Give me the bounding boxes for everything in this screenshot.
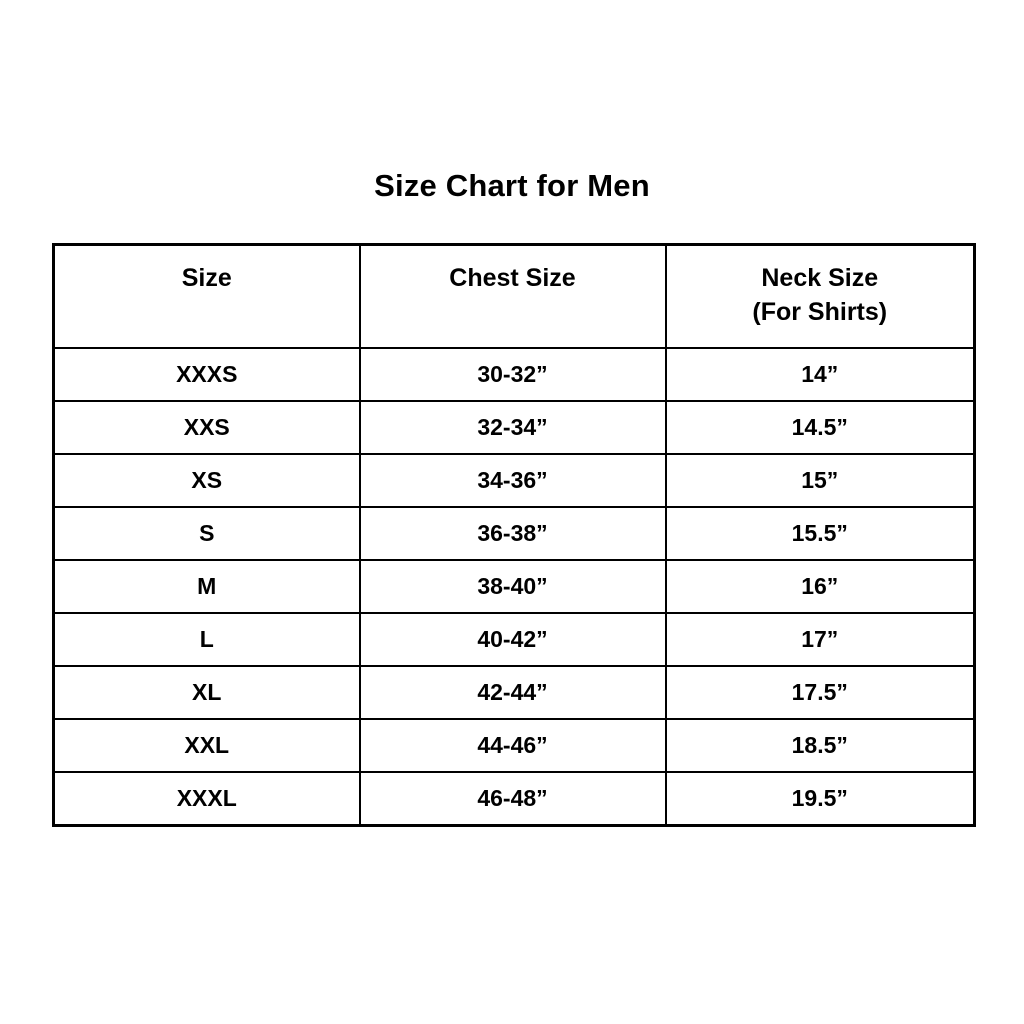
cell-neck-size: 14.5” — [666, 401, 975, 454]
table-row — [54, 507, 975, 560]
column-header-neck-size-line1: Neck Size — [761, 264, 879, 292]
cell-size: XS — [54, 454, 360, 507]
cell-neck-size: 15” — [666, 454, 975, 507]
column-header-chest-size — [360, 245, 666, 349]
cell-chest-size: 42-44” — [360, 666, 666, 719]
cell-chest-size: 34-36” — [360, 454, 666, 507]
cell-chest-size: 40-42” — [360, 613, 666, 666]
cell-chest-size: 30-32” — [360, 348, 666, 401]
table-row — [54, 401, 975, 454]
column-header-chest-size-label: Chest Size — [449, 264, 576, 292]
table-row — [54, 560, 975, 613]
cell-neck-size: 14” — [666, 348, 975, 401]
size-chart-table — [52, 243, 976, 827]
column-header-neck-size-line2: (For Shirts) — [752, 298, 888, 326]
table-row — [54, 348, 975, 401]
header-row — [54, 245, 975, 349]
cell-neck-size: 16” — [666, 560, 975, 613]
table-row — [54, 454, 975, 507]
cell-chest-size: 46-48” — [360, 772, 666, 826]
cell-size: XXS — [54, 401, 360, 454]
cell-neck-size: 15.5” — [666, 507, 975, 560]
cell-chest-size: 32-34” — [360, 401, 666, 454]
column-header-size-label: Size — [181, 264, 232, 292]
cell-chest-size: 36-38” — [360, 507, 666, 560]
cell-neck-size: 18.5” — [666, 719, 975, 772]
cell-size: L — [54, 613, 360, 666]
table-row — [54, 719, 975, 772]
column-header-size — [54, 245, 360, 349]
cell-size: XXL — [54, 719, 360, 772]
cell-chest-size: 44-46” — [360, 719, 666, 772]
cell-chest-size: 38-40” — [360, 560, 666, 613]
table-header — [54, 245, 975, 349]
table-row — [54, 772, 975, 826]
cell-size: M — [54, 560, 360, 613]
cell-neck-size: 17.5” — [666, 666, 975, 719]
page-title: Size Chart for Men — [374, 168, 650, 203]
cell-size: XXXS — [54, 348, 360, 401]
cell-neck-size: 19.5” — [666, 772, 975, 826]
table-row — [54, 666, 975, 719]
cell-size: S — [54, 507, 360, 560]
table-row — [54, 613, 975, 666]
cell-neck-size: 17” — [666, 613, 975, 666]
cell-size: XL — [54, 666, 360, 719]
cell-size: XXXL — [54, 772, 360, 826]
table-body — [54, 348, 975, 826]
column-header-neck-size — [666, 245, 975, 349]
